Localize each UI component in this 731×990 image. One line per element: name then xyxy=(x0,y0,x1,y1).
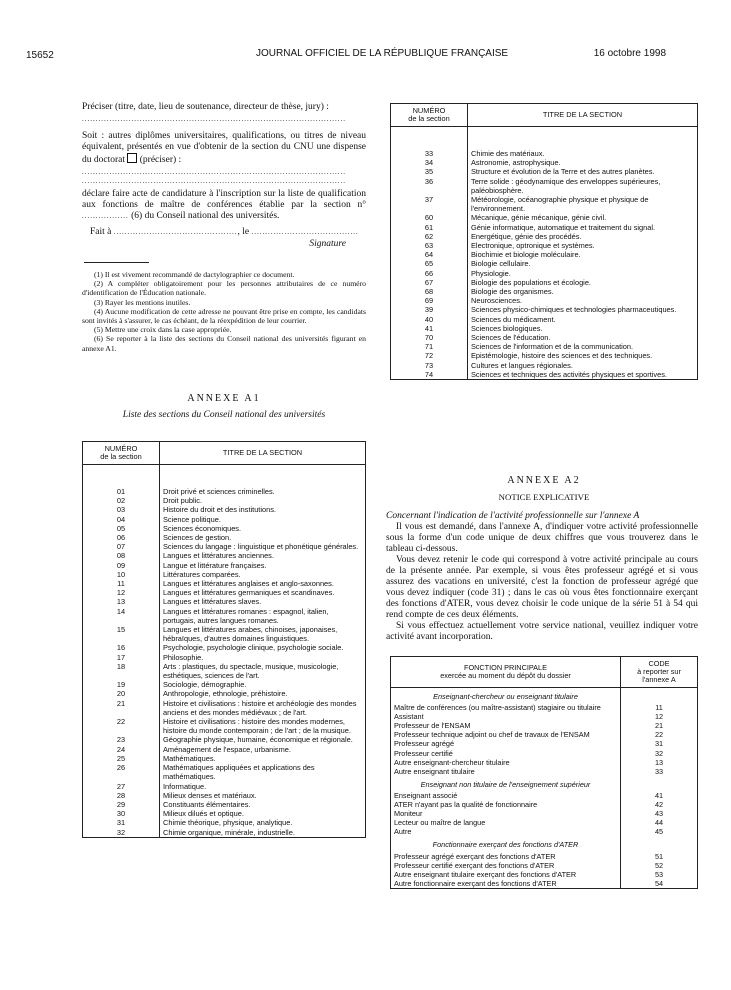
section-number: 34 xyxy=(391,158,468,167)
table-row xyxy=(83,818,366,827)
notice-paragraph: Il vous est demandé, dans l'annexe A, d'indiquer votre activité professionnelle sous la forme d'un code unique de deux chiffres que vous trouverez dans le tableau ci-dessous. xyxy=(386,522,698,554)
group-title: Fonctionnaire exerçant des fonctions d'ATER xyxy=(391,836,621,851)
section-number: 71 xyxy=(391,342,468,351)
section-title: Langues et littératures slaves. xyxy=(160,597,366,606)
section-title: Neurosciences. xyxy=(468,296,698,305)
table-row xyxy=(391,809,698,818)
section-title: Philosophie. xyxy=(160,653,366,662)
table-row xyxy=(391,879,698,889)
table-row xyxy=(391,749,698,758)
soit-text: Soit : autres diplômes universitaires, qualifications, ou titres de niveau équivalent, présentés en vue d'obtenir de la section du CNU une dispense du doctorat xyxy=(82,131,366,165)
section-number: 07 xyxy=(83,542,160,551)
section-number: 06 xyxy=(83,533,160,542)
table-row xyxy=(83,570,366,579)
fonction-code: 51 xyxy=(621,852,698,861)
section-number: 22 xyxy=(83,717,160,735)
fonction-code: 13 xyxy=(621,758,698,767)
table-row xyxy=(391,315,698,324)
fonction-label: Autre fonctionnaire exerçant des fonctions d'ATER xyxy=(391,879,621,889)
section-number: 08 xyxy=(83,551,160,560)
annexe-a2-notice xyxy=(386,511,698,643)
section-number: 12 xyxy=(83,588,160,597)
section-title: Langues et littératures anciennes. xyxy=(160,551,366,560)
section-title: Sciences et techniques des activités physiques et sportives. xyxy=(468,370,698,380)
section-title: Sciences économiques. xyxy=(160,524,366,533)
fonction-label: Moniteur xyxy=(391,809,621,818)
section-number: 05 xyxy=(83,524,160,533)
fonction-label: Professeur certifié xyxy=(391,749,621,758)
annexe-a2-title: ANNEXE A2 xyxy=(507,475,581,486)
fonction-label: Autre xyxy=(391,827,621,836)
table-row xyxy=(391,213,698,222)
table-row xyxy=(391,870,698,879)
fonction-code: 44 xyxy=(621,818,698,827)
section-title: Milieux denses et matériaux. xyxy=(160,791,366,800)
notice-paragraph: Vous devez retenir le code qui correspond à votre activité principale au cours de la présente année. Par exemple, si vous êtes professeur agrégé et si vous assurez des vacations en université, c'est la fonction de professeur agrégé que vous devez indiquer (code 31) ; dans le cas où vous êtes fonctionnaire exerçant des fonctions d'ATER, vous devez choisir le code unique de la série 51 à 54 qui rend compte de ces deux éléments. xyxy=(386,555,698,620)
table-row xyxy=(83,763,366,781)
group-title: Enseignant non titulaire de l'enseignement supérieur xyxy=(391,776,621,791)
table-row xyxy=(83,680,366,689)
section-number: 63 xyxy=(391,241,468,250)
page-header xyxy=(26,48,666,64)
table-row xyxy=(83,496,366,505)
table-row xyxy=(391,730,698,739)
section-number: 68 xyxy=(391,287,468,296)
section-number: 11 xyxy=(83,579,160,588)
soit-paragraph xyxy=(82,131,366,166)
table-row xyxy=(391,287,698,296)
section-title: Astronomie, astrophysique. xyxy=(468,158,698,167)
section-number: 04 xyxy=(83,515,160,524)
footnote: (5) Mettre une croix dans la case appropriée. xyxy=(94,325,232,335)
section-number: 10 xyxy=(83,570,160,579)
section-number: 02 xyxy=(83,496,160,505)
section-number: 15 xyxy=(83,625,160,643)
section-title: Energétique, génie des procédés. xyxy=(468,232,698,241)
section-title: Biochimie et biologie moléculaire. xyxy=(468,250,698,259)
fonction-code: 41 xyxy=(621,791,698,800)
section-title: Milieux dilués et optique. xyxy=(160,809,366,818)
table-row xyxy=(391,703,698,712)
table-row xyxy=(391,324,698,333)
checkbox[interactable] xyxy=(127,153,137,163)
section-number: 21 xyxy=(83,699,160,717)
section-title: Langues et littératures arabes, chinoises, japonaises, hébraïques, d'autres domaines linguistiques. xyxy=(160,625,366,643)
section-title: Langues et littératures romanes : espagnol, italien, portugais, autres langues romanes. xyxy=(160,607,366,625)
fonction-code: 45 xyxy=(621,827,698,836)
table-row xyxy=(391,351,698,360)
table-row xyxy=(83,588,366,597)
section-title: Terre solide : géodynamique des enveloppes supérieures, paléobiosphère. xyxy=(468,177,698,195)
table-row xyxy=(391,305,698,314)
section-number: 33 xyxy=(391,149,468,158)
section-title: Littératures comparées. xyxy=(160,570,366,579)
fonction-code: 53 xyxy=(621,870,698,879)
section-number: 16 xyxy=(83,643,160,652)
section-title: Anthropologie, ethnologie, préhistoire. xyxy=(160,689,366,698)
section-title: Cultures et langues régionales. xyxy=(468,361,698,370)
table-row xyxy=(83,791,366,800)
section-title: Sciences biologiques. xyxy=(468,324,698,333)
table-row xyxy=(83,487,366,496)
table-row xyxy=(83,533,366,542)
table-row xyxy=(391,158,698,167)
section-number: 35 xyxy=(391,167,468,176)
table-row xyxy=(83,542,366,551)
issue-date: 16 octobre 1998 xyxy=(593,48,666,59)
table-row xyxy=(83,643,366,652)
table-row xyxy=(391,259,698,268)
section-title: Langues et littératures germaniques et scandinaves. xyxy=(160,588,366,597)
table-row xyxy=(391,361,698,370)
fonction-label: Professeur de l'ENSAM xyxy=(391,721,621,730)
preciser-line: Préciser (titre, date, lieu de soutenance, directeur de thèse, jury) : xyxy=(82,102,329,112)
table-row xyxy=(391,758,698,767)
fonction-label: Autre enseignant titulaire xyxy=(391,767,621,776)
section-number: 72 xyxy=(391,351,468,360)
section-number: 40 xyxy=(391,315,468,324)
footnote-divider xyxy=(84,262,149,263)
section-title: Biologie des populations et écologie. xyxy=(468,278,698,287)
column-header-code: CODE à reporter sur l'annexe A xyxy=(621,657,698,688)
section-title: Epistémologie, histoire des sciences et des techniques. xyxy=(468,351,698,360)
fonction-code: 11 xyxy=(621,703,698,712)
table-row xyxy=(391,195,698,213)
footnote: (6) Se reporter à la liste des sections du Conseil national des universités figurant en annexe A1. xyxy=(82,334,366,353)
section-number: 74 xyxy=(391,370,468,380)
fonction-label: Professeur certifié exerçant des fonctions d'ATER xyxy=(391,861,621,870)
section-title: Informatique. xyxy=(160,782,366,791)
section-number: 24 xyxy=(83,745,160,754)
fonction-code: 31 xyxy=(621,739,698,748)
section-title: Langues et littératures anglaises et anglo-saxonnes. xyxy=(160,579,366,588)
fonction-table xyxy=(390,656,698,889)
table-row xyxy=(391,861,698,870)
table-row xyxy=(83,745,366,754)
section-number: 69 xyxy=(391,296,468,305)
table-row xyxy=(391,370,698,380)
table-row xyxy=(83,524,366,533)
table-row xyxy=(83,515,366,524)
table-row xyxy=(391,278,698,287)
section-title: Physiologie. xyxy=(468,269,698,278)
section-title: Biologie des organismes. xyxy=(468,287,698,296)
table-row xyxy=(83,662,366,680)
fonction-code: 43 xyxy=(621,809,698,818)
section-number: 37 xyxy=(391,195,468,213)
table-row xyxy=(83,551,366,560)
section-title: Sciences de l'éducation. xyxy=(468,333,698,342)
section-title: Langue et littérature françaises. xyxy=(160,561,366,570)
table-row xyxy=(83,735,366,744)
section-number: 65 xyxy=(391,259,468,268)
footnotes xyxy=(82,270,366,353)
fonction-code: 52 xyxy=(621,861,698,870)
table-row xyxy=(391,232,698,241)
table-row xyxy=(83,505,366,514)
fonction-code: 12 xyxy=(621,712,698,721)
fonction-label: Maître de conférences (ou maître-assistant) stagiaire ou titulaire xyxy=(391,703,621,712)
table-row xyxy=(391,721,698,730)
section-number: 20 xyxy=(83,689,160,698)
section-number: 62 xyxy=(391,232,468,241)
section-title: Science politique. xyxy=(160,515,366,524)
section-title: Sciences du langage : linguistique et phonétique générales. xyxy=(160,542,366,551)
group-title: Enseignant-chercheur ou enseignant titulaire xyxy=(391,688,621,704)
fonction-label: Assistant xyxy=(391,712,621,721)
table-row xyxy=(391,342,698,351)
section-number: 25 xyxy=(83,754,160,763)
table-row xyxy=(391,739,698,748)
application-form xyxy=(82,102,366,250)
table-row xyxy=(391,800,698,809)
notice-paragraph: Si vous effectuez actuellement votre service national, veuillez indiquer votre activité avant incorporation. xyxy=(386,621,698,642)
table-row xyxy=(83,625,366,643)
section-title: Histoire du droit et des institutions. xyxy=(160,505,366,514)
journal-title: JOURNAL OFFICIEL DE LA RÉPUBLIQUE FRANÇAISE xyxy=(256,48,509,59)
footnote: (4) Aucune modification de cette adresse ne pouvant être prise en compte, les candidats sont invités à s'assurer, le cas échéant, de la réexpédition de leur courrier. xyxy=(82,306,366,326)
section-number: 13 xyxy=(83,597,160,606)
le-label: , le xyxy=(237,227,250,237)
fonction-label: Enseignant associé xyxy=(391,791,621,800)
annexe-a1-title: ANNEXE A1 xyxy=(187,393,261,404)
table-row xyxy=(391,818,698,827)
column-header-titre: TITRE DE LA SECTION xyxy=(160,442,366,465)
table-row xyxy=(391,250,698,259)
fonction-label: Professeur agrégé exerçant des fonctions d'ATER xyxy=(391,852,621,861)
table-row xyxy=(83,800,366,809)
section-title: Météorologie, océanographie physique et physique de l'environnement. xyxy=(468,195,698,213)
section-title: Droit public. xyxy=(160,496,366,505)
section-title: Structure et évolution de la Terre et des autres planètes. xyxy=(468,167,698,176)
dotted-fill-line: ................................................................................................ xyxy=(82,168,346,176)
section-number: 26 xyxy=(83,763,160,781)
fonction-label: Professeur technique adjoint ou chef de travaux de l'ENSAM xyxy=(391,730,621,739)
dotted-fill-line: ................................................................................................ xyxy=(82,115,346,123)
section-number: 61 xyxy=(391,223,468,232)
table-row xyxy=(391,269,698,278)
table-row xyxy=(83,561,366,570)
table-row xyxy=(391,296,698,305)
fonction-code: 22 xyxy=(621,730,698,739)
table-row xyxy=(391,791,698,800)
section-number: 14 xyxy=(83,607,160,625)
section-title: Sciences du médicament. xyxy=(468,315,698,324)
table-row xyxy=(391,852,698,861)
section-number: 28 xyxy=(83,791,160,800)
fonction-label: Autre enseignant titulaire exerçant des fonctions d'ATER xyxy=(391,870,621,879)
table-row xyxy=(83,653,366,662)
section-number: 41 xyxy=(391,324,468,333)
section-number: 67 xyxy=(391,278,468,287)
section-title: Psychologie, psychologie clinique, psychologie sociale. xyxy=(160,643,366,652)
fonction-label: Professeur agrégé xyxy=(391,739,621,748)
footnote: (2) A compléter obligatoirement pour les personnes attributaires de ce numéro d'identification de l'Éducation nationale. xyxy=(82,279,366,298)
section-title: Sciences physico-chimiques et technologies pharmaceutiques. xyxy=(468,305,698,314)
fonction-code: 32 xyxy=(621,749,698,758)
section-title: Mathématiques appliquées et applications des mathématiques. xyxy=(160,763,366,781)
table-row xyxy=(391,827,698,836)
section-title: Biologie cellulaire. xyxy=(468,259,698,268)
table-row xyxy=(391,167,698,176)
section-number: 73 xyxy=(391,361,468,370)
table-row xyxy=(83,782,366,791)
table-row xyxy=(83,689,366,698)
section-number: 03 xyxy=(83,505,160,514)
section-title: Mécanique, génie mécanique, génie civil. xyxy=(468,213,698,222)
section-number: 30 xyxy=(83,809,160,818)
fonction-label: Lecteur ou maître de langue xyxy=(391,818,621,827)
section-number: 18 xyxy=(83,662,160,680)
group-header-row xyxy=(391,836,698,851)
section-title: Chimie organique, minérale, industrielle. xyxy=(160,828,366,838)
column-header-numero: NUMÉRO de la section xyxy=(391,104,468,127)
section-number: 31 xyxy=(83,818,160,827)
section-number: 29 xyxy=(83,800,160,809)
table-row xyxy=(391,177,698,195)
fonction-code: 21 xyxy=(621,721,698,730)
signature-label: Signature xyxy=(309,239,346,249)
soit-suffix: (préciser) : xyxy=(139,155,182,165)
section-title: Histoire et civilisations : histoire des mondes modernes, histoire du monde contemporain ; de l'art ; de la musique. xyxy=(160,717,366,735)
notice-intro: Concernant l'indication de l'activité professionnelle sur l'annexe A xyxy=(386,511,640,521)
table-row xyxy=(391,712,698,721)
fonction-code: 42 xyxy=(621,800,698,809)
fonction-code: 33 xyxy=(621,767,698,776)
table-row xyxy=(391,767,698,776)
section-title: Sciences de l'information et de la communication. xyxy=(468,342,698,351)
section-title: Constituants élémentaires. xyxy=(160,800,366,809)
table-row xyxy=(391,241,698,250)
table-row xyxy=(83,607,366,625)
section-title: Arts : plastiques, du spectacle, musique, musicologie, esthétiques, sciences de l'art. xyxy=(160,662,366,680)
table-row xyxy=(391,149,698,158)
section-title: Aménagement de l'espace, urbanisme. xyxy=(160,745,366,754)
fonction-code: 54 xyxy=(621,879,698,889)
section-number: 60 xyxy=(391,213,468,222)
table-row xyxy=(83,828,366,838)
section-title: Mathématiques. xyxy=(160,754,366,763)
page-number: 15652 xyxy=(26,50,54,61)
section-number: 01 xyxy=(83,487,160,496)
group-header-row xyxy=(391,776,698,791)
fonction-label: Autre enseignant-chercheur titulaire xyxy=(391,758,621,767)
group-header-row xyxy=(391,688,698,704)
section-number: 32 xyxy=(83,828,160,838)
section-number: 66 xyxy=(391,269,468,278)
fait-a-label: Fait à xyxy=(90,227,112,237)
section-title: Chimie théorique, physique, analytique. xyxy=(160,818,366,827)
section-title: Sociologie, démographie. xyxy=(160,680,366,689)
declare-paragraph: déclare faire acte de candidature à l'inscription sur la liste de qualification aux fonctions de maître de conférences établie par la section n° ................. (6) du Conseil national des universités. xyxy=(82,189,366,221)
section-number: 27 xyxy=(83,782,160,791)
fonction-label: ATER n'ayant pas la qualité de fonctionnaire xyxy=(391,800,621,809)
footnote: (1) Il est vivement recommandé de dactylographier ce document. xyxy=(94,270,295,279)
sections-table-left xyxy=(82,441,366,838)
table-row xyxy=(83,717,366,735)
table-row xyxy=(83,809,366,818)
section-number: 70 xyxy=(391,333,468,342)
sections-table-right xyxy=(390,103,698,380)
section-number: 09 xyxy=(83,561,160,570)
column-header-titre: TITRE DE LA SECTION xyxy=(468,104,698,127)
column-header-fonction: FONCTION PRINCIPALE exercée au moment du dépôt du dossier xyxy=(391,657,621,688)
table-row xyxy=(83,754,366,763)
dotted-fill-line: ................................................................................................ xyxy=(82,177,346,185)
column-header-numero: NUMÉRO de la section xyxy=(83,442,160,465)
section-number: 64 xyxy=(391,250,468,259)
declare-suffix: (6) du Conseil national des universités. xyxy=(131,211,280,221)
footnote: (3) Rayer les mentions inutiles. xyxy=(94,297,191,307)
section-title: Droit privé et sciences criminelles. xyxy=(160,487,366,496)
section-title: Histoire et civilisations : histoire et archéologie des mondes anciens et des mondes médiévaux ; de l'art. xyxy=(160,699,366,717)
table-row xyxy=(83,699,366,717)
annexe-a2-subtitle: NOTICE EXPLICATIVE xyxy=(498,492,590,502)
section-number: 17 xyxy=(83,653,160,662)
section-number: 19 xyxy=(83,680,160,689)
section-number: 36 xyxy=(391,177,468,195)
table-row xyxy=(83,579,366,588)
table-row xyxy=(83,597,366,606)
section-title: Génie informatique, automatique et traitement du signal. xyxy=(468,223,698,232)
section-title: Sciences de gestion. xyxy=(160,533,366,542)
section-number: 23 xyxy=(83,735,160,744)
section-title: Géographie physique, humaine, économique et régionale. xyxy=(160,735,366,744)
table-row xyxy=(391,333,698,342)
section-title: Electronique, optronique et systèmes. xyxy=(468,241,698,250)
declare-text: déclare faire acte de candidature à l'inscription sur la liste de qualification aux fonctions de maître de conférences établie par la section n° xyxy=(82,189,366,210)
section-title: Chimie des matériaux. xyxy=(468,149,698,158)
fait-line: Fait à ............................................., le ....................................... xyxy=(82,227,366,238)
section-number: 39 xyxy=(391,305,468,314)
table-row xyxy=(391,223,698,232)
annexe-a1-subtitle: Liste des sections du Conseil national des universités xyxy=(122,410,326,420)
